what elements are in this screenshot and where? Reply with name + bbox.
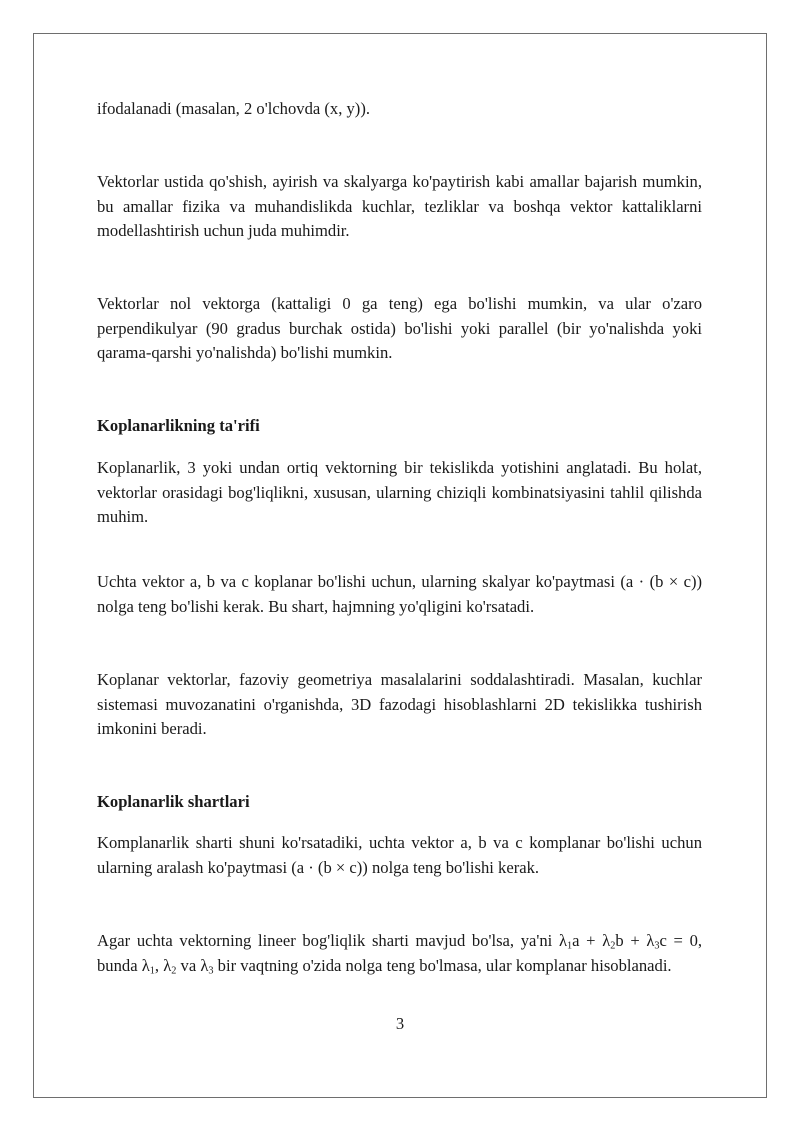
lambda-symbol: λ [200, 955, 209, 975]
paragraph-coplanarity-definition: Koplanarlik, 3 yoki undan ortiq vektorning bir tekislikda yotishini anglatadi. Bu holat, vektorlar orasidagi bog'liqlikni, xususan, ularning chiziqli kombinatsiyasini tahlil qilishda muhim. [97, 458, 702, 526]
subscript: 2 [610, 940, 616, 952]
subscript: 1 [149, 965, 155, 977]
paragraph-continuation: ifodalanadi (masalan, 2 o'lchovda (x, y)). [97, 99, 371, 118]
subscript: 1 [567, 940, 573, 952]
heading-coplanarity-conditions: Koplanarlik shartlari [97, 792, 250, 811]
text-segment: , [154, 955, 164, 975]
lambda-symbol: λ [602, 931, 611, 950]
page-number: 3 [395, 1014, 405, 1033]
lambda-symbol: λ [141, 955, 150, 975]
paragraph-mixed-product: Komplanarlik sharti shuni ko'rsatadiki, uchta vektor a, b va c komplanar bo'lishi uchun ularning aralash ko'paytmasi (a · (b × c)) nolga teng bo'lishi kerak. [97, 833, 702, 877]
paragraph-zero-vector: Vektorlar nol vektorga (kattaligi 0 ga teng) ega bo'lishi mumkin, va ular o'zaro perpendikulyar (90 gradus burchak ostida) bo'lishi yoki parallel (bir yo'nalishda yoki qarama-qarshi yo'nalishda) bo'lishi mumkin. [97, 294, 702, 362]
text-segment: bir vaqtning o'zida nolga teng bo'lmasa, ular komplanar hisoblanadi. [213, 955, 672, 975]
lambda-symbol: λ [163, 955, 172, 975]
subscript: 3 [654, 940, 660, 952]
paragraph-vector-operations: Vektorlar ustida qo'shish, ayirish va skalyarga ko'paytirish kabi amallar bajarish mumkin, bu amallar fizika va muhandislikda kuchlar, tezliklar va boshqa vektor kattaliklarni modellashtirish uchun juda muhimdir. [97, 172, 702, 240]
subscript: 3 [208, 965, 214, 977]
text-segment: b + [615, 931, 647, 950]
text-segment: c = 0, bunda [97, 931, 703, 975]
paragraph-triple-product: Uchta vektor a, b va c koplanar bo'lishi uchun, ularning skalyar ko'paytmasi (a · (b × c)) nolga teng bo'lishi kerak. Bu shart, hajmning yo'qligini ko'rsatadi. [97, 572, 702, 616]
text-segment: va [176, 955, 201, 975]
subscript: 2 [171, 965, 177, 977]
lambda-symbol: λ [558, 931, 567, 950]
paragraph-coplanar-applications: Koplanar vektorlar, fazoviy geometriya masalalarini soddalashtiradi. Masalan, kuchlar sistemasi muvozanatini o'rganishda, 3D fazodagi hisoblashlarni 2D tekislikka tushirish imkonini beradi. [97, 670, 702, 738]
lambda-symbol: λ [646, 931, 655, 950]
text-segment: Agar uchta vektorning lineer bog'liqlik sharti mavjud bo'lsa, ya'ni [97, 931, 559, 950]
paragraph-linear-dependence [97, 929, 702, 978]
text-segment: a + [572, 931, 603, 950]
heading-coplanarity-definition: Koplanarlikning ta'rifi [97, 416, 260, 435]
